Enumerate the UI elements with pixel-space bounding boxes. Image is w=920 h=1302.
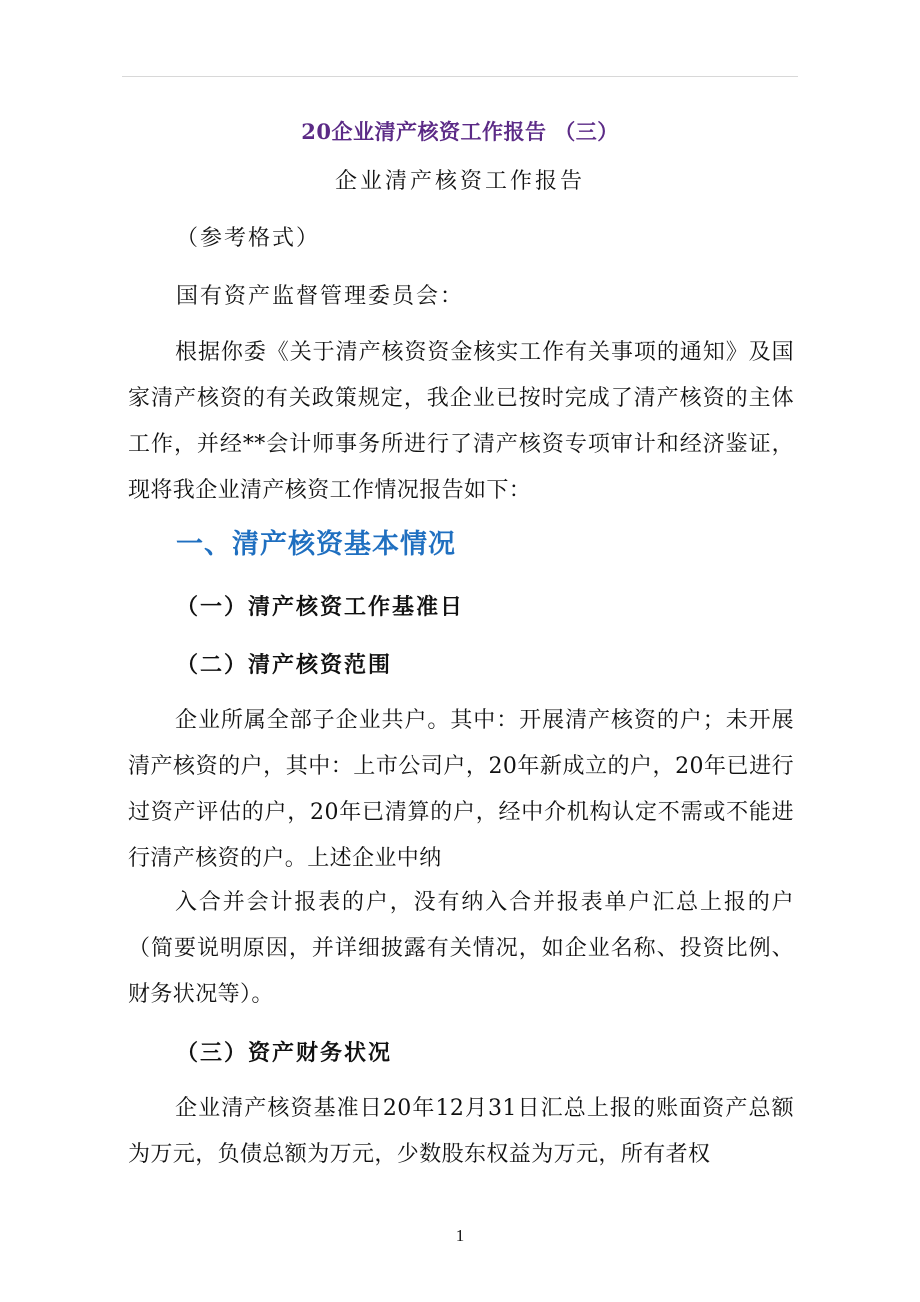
document-subtitle: 企业清产核资工作报告 xyxy=(334,169,585,194)
format-note: （参考格式） xyxy=(176,226,321,251)
sub-heading-2: （二）清产核资范围 xyxy=(176,652,393,678)
intro-paragraph: 根据你委《关于清产核资资金核实工作有关事项的通知》及国家清产核资的有关政策规定，我企业已按时完成了清产核资的主体工作，并经**会计师事务所进行了清产核资专项审计和经济鉴证，现将我企业清产核资工作情况报告如下： xyxy=(128,340,794,503)
scope-paragraph: 企业所属全部子企业共户。其中：开展清产核资的户；未开展清产核资的户，其中：上市公司户，20年新成立的户，20年已进行过资产评估的户，20年已清算的户，经中介机构认定不需或不能进行清产核资的户。上述企业中纳 xyxy=(128,708,794,871)
section-heading-1: 一、清产核资基本情况 xyxy=(176,529,456,560)
sub-heading-1: （一）清产核资工作基准日 xyxy=(176,594,465,620)
addressee: 国有资产监督管理委员会： xyxy=(176,284,465,309)
finance-paragraph: 企业清产核资基准日20年12月31日汇总上报的账面资产总额为万元，负债总额为万元，少数股东权益为万元，所有者权 xyxy=(128,1096,794,1167)
header-rule xyxy=(122,76,798,77)
sub-heading-3: （三）资产财务状况 xyxy=(176,1040,393,1066)
document-title: 20企业清产核资工作报告 （三） xyxy=(301,119,619,144)
consolidation-paragraph: 入合并会计报表的户，没有纳入合并报表单户汇总上报的户（简要说明原因，并详细披露有关情况，如企业名称、投资比例、财务状况等）。 xyxy=(128,890,794,1007)
page-number: 1 xyxy=(455,1226,465,1245)
